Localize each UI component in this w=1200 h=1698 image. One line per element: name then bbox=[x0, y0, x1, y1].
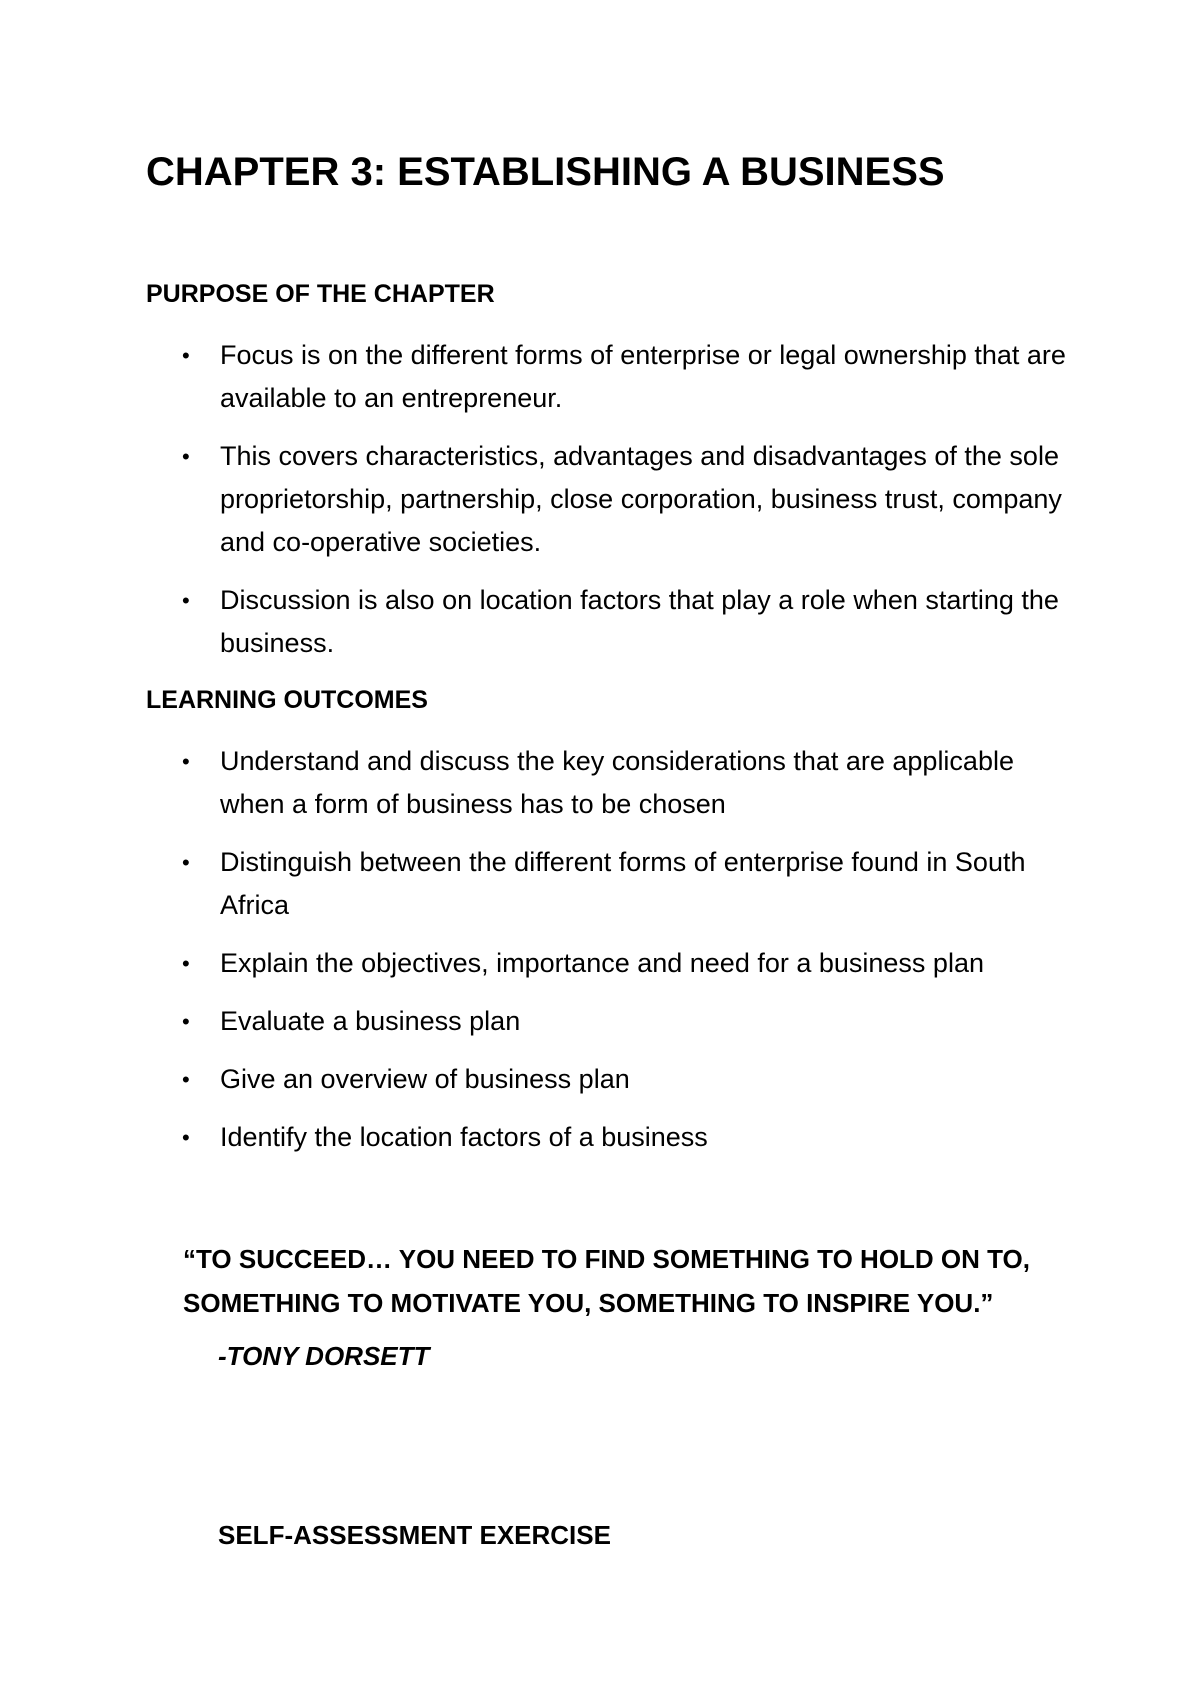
list-item bbox=[0, 942, 1080, 985]
list-item bbox=[0, 1058, 1080, 1101]
list-item bbox=[0, 435, 1080, 564]
bullet-icon: • bbox=[182, 588, 190, 613]
bullet-icon: • bbox=[182, 444, 190, 469]
bullet-icon: • bbox=[182, 749, 190, 774]
purpose-heading: PURPOSE OF THE CHAPTER bbox=[146, 280, 495, 308]
bullet-icon: • bbox=[182, 951, 190, 976]
list-item bbox=[0, 841, 1080, 927]
list-item-text: Give an overview of business plan bbox=[220, 1064, 630, 1094]
list-item-text: This covers characteristics, advantages and disadvantages of the sole proprietorship, partnership, close corporation, business trust, company and co-operative societies. bbox=[220, 441, 1062, 557]
bullet-icon: • bbox=[182, 1067, 190, 1092]
bullet-icon: • bbox=[182, 1125, 190, 1150]
quote-author: -TONY DORSETT bbox=[218, 1341, 430, 1371]
list-item-text: Focus is on the different forms of enterprise or legal ownership that are available to an entrepreneur. bbox=[220, 340, 1066, 413]
list-item-text: Evaluate a business plan bbox=[220, 1006, 521, 1036]
learning-outcomes-list bbox=[0, 740, 1200, 1174]
list-item bbox=[0, 740, 1080, 826]
list-item-text: Identify the location factors of a business bbox=[220, 1122, 708, 1152]
purpose-list bbox=[0, 334, 1200, 680]
list-item-text: Discussion is also on location factors that play a role when starting the business. bbox=[220, 585, 1059, 658]
chapter-title: CHAPTER 3: ESTABLISHING A BUSINESS bbox=[146, 150, 945, 194]
bullet-icon: • bbox=[182, 1009, 190, 1034]
motivational-quote: “TO SUCCEED… YOU NEED TO FIND SOMETHING TO HOLD ON TO, SOMETHING TO MOTIVATE YOU, SOMETHING TO INSPIRE YOU.” bbox=[183, 1244, 1031, 1318]
bullet-icon: • bbox=[182, 850, 190, 875]
learning-outcomes-heading: LEARNING OUTCOMES bbox=[146, 686, 428, 714]
list-item bbox=[0, 579, 1080, 665]
bullet-icon: • bbox=[182, 343, 190, 368]
list-item-text: Distinguish between the different forms of enterprise found in South Africa bbox=[220, 847, 1026, 920]
list-item bbox=[0, 1116, 1080, 1159]
list-item-text: Explain the objectives, importance and need for a business plan bbox=[220, 948, 984, 978]
list-item-text: Understand and discuss the key considerations that are applicable when a form of business has to be chosen bbox=[220, 746, 1014, 819]
list-item bbox=[0, 334, 1080, 420]
self-assessment-heading: SELF-ASSESSMENT EXERCISE bbox=[218, 1520, 611, 1550]
list-item bbox=[0, 1000, 1080, 1043]
